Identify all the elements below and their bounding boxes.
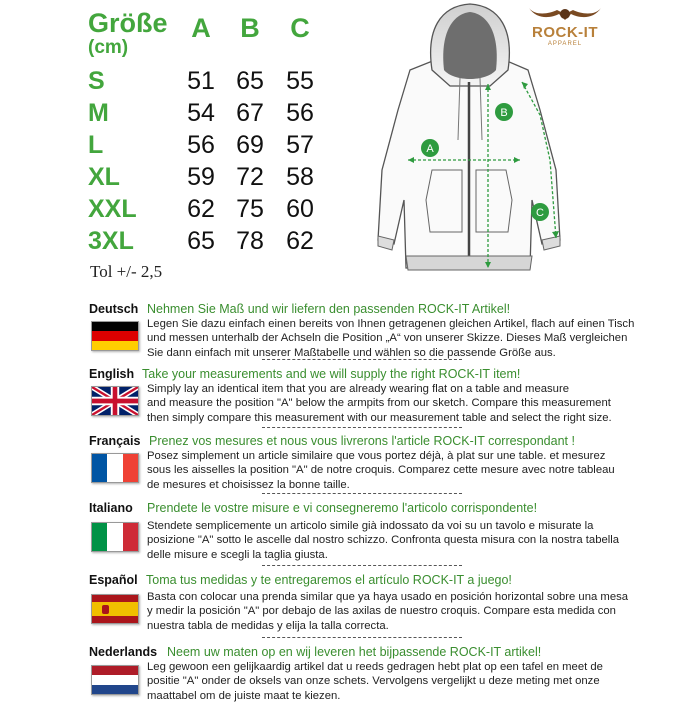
body-line: de mesures et choisissez la bonne taille. — [147, 478, 350, 491]
value-c: 58 — [286, 163, 314, 191]
value-a: 62 — [187, 195, 215, 223]
body-line: Stendete semplicemente un articolo simile già indossato da voi su un tavolo e misurate la — [147, 520, 594, 532]
hoodie-diagram — [370, 0, 570, 290]
body-line: then simply compare this measurement with our measurement table and select the right size. — [147, 411, 612, 424]
body-line: maattabel om de juiste maat te kiezen. — [147, 689, 341, 702]
body-line: Legen Sie dazu einfach einen bereits von Ihnen getragenen gleichen Artikel, flach auf einen Tisch — [147, 318, 635, 330]
body-line: Simply lay an identical item that you are already wearing flat on a table and measure — [147, 383, 569, 395]
size-table-title: Größe — [88, 8, 168, 38]
flag-netherlands-icon — [91, 665, 139, 695]
section-divider — [262, 565, 462, 566]
value-b: 78 — [236, 227, 264, 255]
size-label: L — [88, 131, 104, 159]
body-line: Sie dann einfach mit unserer Maßtabelle und wählen so die passende Größe aus. — [147, 346, 556, 359]
value-b: 69 — [236, 131, 264, 159]
section-headline: Toma tus medidas y te entregaremos el artículo ROCK-IT a juego! — [146, 573, 512, 587]
value-b: 72 — [236, 163, 264, 191]
size-label: XL — [88, 163, 120, 191]
size-table-unit: (cm) — [88, 37, 129, 58]
section-divider — [262, 493, 462, 494]
section-divider — [262, 427, 462, 428]
value-a: 56 — [187, 131, 215, 159]
value-a: 51 — [187, 67, 215, 95]
language-label: Italiano — [89, 501, 133, 515]
language-label: Nederlands — [89, 645, 158, 659]
size-label: S — [88, 67, 105, 95]
section-body — [147, 519, 620, 562]
body-line: Basta con colocar una prenda similar que ya haya usado en posición horizontal sobre una mesa — [147, 591, 629, 603]
flag-germany-icon — [91, 321, 139, 351]
tolerance-note: Tol +/- 2,5 — [90, 262, 163, 281]
section-body — [147, 317, 635, 360]
body-line: Leg gewoon een gelijkaardig artikel dat u reeds gedragen hebt plat op een tafel en meet de — [147, 661, 603, 673]
value-b: 65 — [236, 67, 264, 95]
body-line: Posez simplement un article similaire que vous portez déjà, à plat sur une table. et mesurez — [147, 450, 606, 462]
section-headline: Neem uw maten op en wij leveren het bijpassende ROCK-IT artikel! — [167, 645, 542, 659]
flag-uk-icon — [91, 386, 139, 416]
section-headline: Prenez vos mesures et nous vous livrerons l'article ROCK-IT correspondant ! — [149, 434, 575, 448]
body-line: posizione "A" sotto le ascelle dal nostro schizzo. Confronta questa misura con la nostra tabella — [147, 534, 620, 547]
flag-france-icon — [91, 453, 139, 483]
size-label: M — [88, 99, 109, 127]
size-label: 3XL — [88, 227, 134, 255]
section-headline: Prendete le vostre misure e vi consegneremo l'articolo corrispondente! — [147, 501, 538, 515]
value-c: 57 — [286, 131, 314, 159]
section-headline: Take your measurements and we will supply the right ROCK-IT item! — [142, 367, 521, 381]
body-line: y medir la posición "A" por debajo de las axilas de nuestro croquis. Compare esta medida con — [147, 605, 616, 618]
column-header-b: B — [240, 13, 260, 43]
value-c: 55 — [286, 67, 314, 95]
section-body — [147, 449, 615, 492]
value-a: 54 — [187, 99, 215, 127]
value-c: 62 — [286, 227, 314, 255]
value-c: 56 — [286, 99, 314, 127]
body-line: delle misure e scegli la taglia giusta. — [147, 548, 328, 561]
label-a: A — [426, 143, 434, 155]
flag-italy-icon — [91, 522, 139, 552]
body-line: positie "A" onder de oksels van onze schets. Vervolgens vergelijkt u deze meting met onze — [147, 675, 600, 688]
logo-subtitle: APPAREL — [547, 41, 583, 47]
label-b: B — [500, 107, 508, 119]
body-line: sous les aisselles la position "A" de notre croquis. Comparez cette mesure avec notre tableau — [147, 464, 615, 477]
body-line: und messen unterhalb der Achseln die Position „A“ von unserer Skizze. Dieses Maß vergleichen — [147, 332, 628, 345]
value-c: 60 — [286, 195, 314, 223]
label-c: C — [536, 207, 544, 219]
language-label: Deutsch — [89, 302, 139, 316]
value-a: 65 — [187, 227, 215, 255]
section-body — [147, 660, 607, 703]
column-header-c: C — [290, 13, 310, 43]
value-b: 75 — [236, 195, 264, 223]
value-a: 59 — [187, 163, 215, 191]
flag-spain-icon — [91, 594, 139, 624]
size-label: XXL — [88, 195, 137, 223]
body-line: and measure the position "A" below the armpits from our sketch. Compare this measurement — [147, 397, 611, 410]
section-headline: Nehmen Sie Maß und wir liefern den passenden ROCK-IT Artikel! — [147, 302, 511, 316]
language-label: Français — [89, 434, 141, 448]
language-label: Español — [89, 573, 138, 587]
section-divider — [262, 637, 462, 638]
section-body — [147, 590, 629, 633]
body-line: nuestra tabla de medidas y elija la talla correcta. — [147, 619, 389, 632]
section-body — [147, 382, 612, 425]
section-divider — [262, 359, 462, 360]
column-header-a: A — [191, 13, 211, 43]
value-b: 67 — [236, 99, 264, 127]
logo-wordmark: ROCK-IT — [532, 24, 598, 41]
language-label: English — [89, 367, 135, 381]
